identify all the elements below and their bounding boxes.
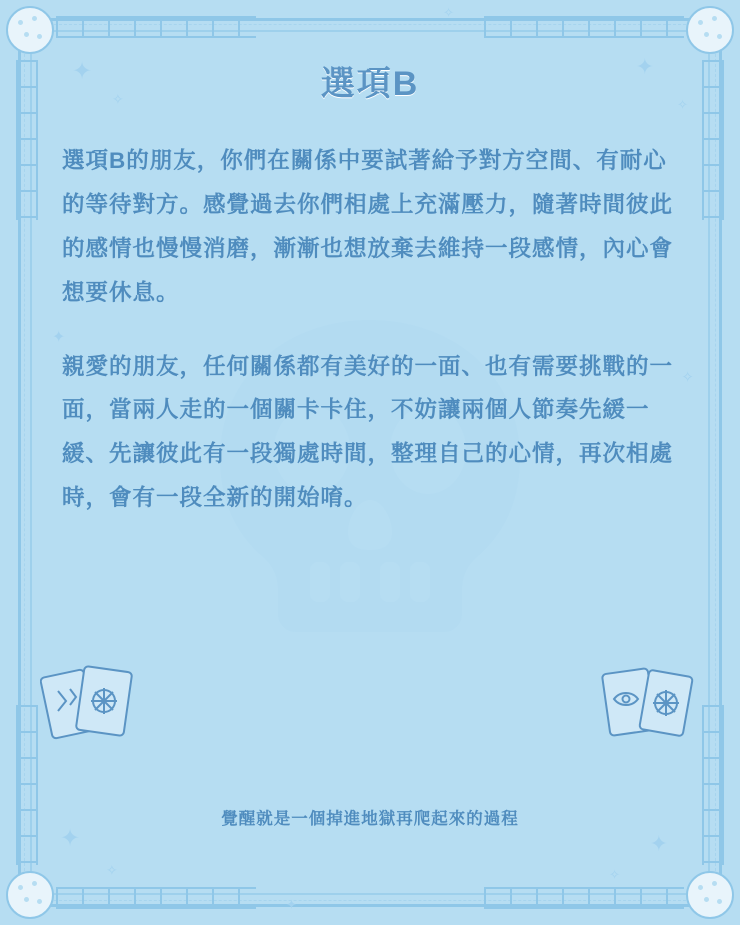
sparkle-icon: ✦ xyxy=(286,897,297,912)
ladder-decoration-bottom-right xyxy=(484,887,684,909)
moon-dot-circle-icon xyxy=(686,6,734,54)
ladder-decoration-right-bottom xyxy=(702,705,724,865)
sparkle-icon: ✦ xyxy=(52,329,66,346)
ladder-decoration-bottom-left xyxy=(56,887,256,909)
sparkle-icon: ✧ xyxy=(106,862,118,878)
sparkle-icon: ✦ xyxy=(649,831,668,856)
sparkle-icon: ✦ xyxy=(72,58,93,85)
sparkle-icon: ✧ xyxy=(681,369,694,386)
sparkle-icon: ✧ xyxy=(609,867,620,882)
moon-dot-circle-icon xyxy=(6,871,54,919)
ladder-decoration-top-right xyxy=(484,16,684,38)
ladder-decoration-left-bottom xyxy=(16,705,38,865)
sparkle-icon: ✧ xyxy=(443,5,454,20)
sparkle-icon: ✧ xyxy=(112,91,124,107)
paragraph-2: 親愛的朋友，任何關係都有美好的一面、也有需要挑戰的一面，當兩人走的一個關卡卡住，不妨讓兩個人節奏先緩一緩、先讓彼此有一段獨處時間，整理自己的心情，再次相處時，會有一段全新的開始唷。 xyxy=(62,353,674,511)
sparkle-icon: ✦ xyxy=(60,825,81,852)
sparkle-icon: ✦ xyxy=(635,54,654,79)
card-content xyxy=(62,48,678,550)
page-title: 選項B xyxy=(320,65,420,103)
ladder-decoration-right-top xyxy=(702,60,724,220)
moon-dot-circle-icon xyxy=(6,6,54,54)
sparkle-icon: ✧ xyxy=(677,97,688,112)
ladder-decoration-top-left xyxy=(56,16,256,38)
tarot-card-left-icon xyxy=(40,655,150,745)
ladder-decoration-left-top xyxy=(16,60,38,220)
footer-tagline: 覺醒就是一個掉進地獄再爬起來的過程 xyxy=(221,810,519,828)
tarot-card-right-icon xyxy=(590,655,700,745)
paragraph-1: 選項B的朋友，你們在關係中要試著給予對方空間、有耐心的等待對方。感覺過去你們相處上充滿壓力，隨著時間彼此的感情也慢慢消磨，漸漸也想放棄去維持一段感情，內心會想要休息。 xyxy=(62,148,674,305)
moon-dot-circle-icon xyxy=(686,871,734,919)
